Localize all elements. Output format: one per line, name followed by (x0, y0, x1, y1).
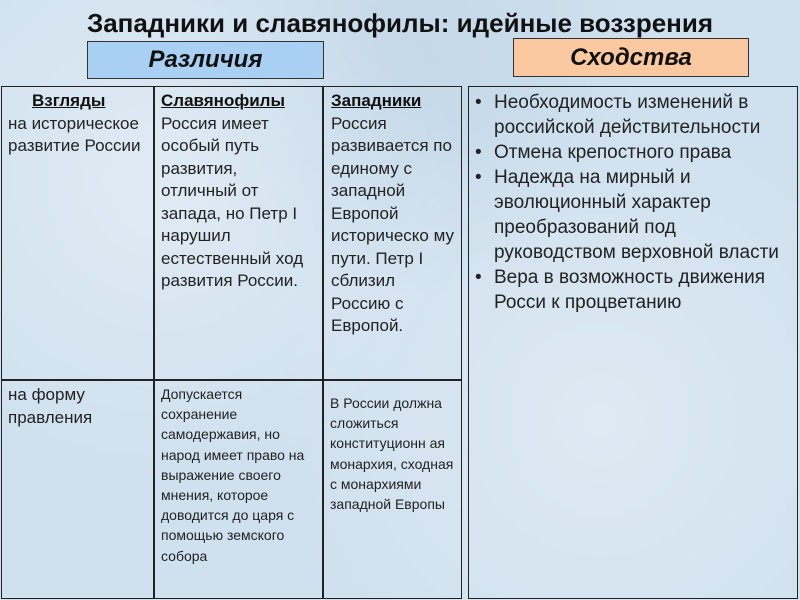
row1-aspect-heading: Взгляды (32, 91, 106, 110)
row1-aspect-cell (8, 90, 150, 158)
list-item (474, 90, 796, 140)
row1-aspect-text: на историческое развитие России (8, 113, 141, 155)
bullet-icon: • (475, 142, 482, 163)
list-item (474, 265, 796, 315)
similarity-text: Необходимость изменений в российской действительности (494, 92, 761, 138)
bullet-icon: • (475, 92, 482, 113)
similarity-text: Отмена крепостного права (494, 142, 732, 163)
table-divider (1, 379, 462, 381)
table-divider (153, 86, 155, 599)
row2-aspect-cell: на форму правления (8, 385, 93, 427)
similarities-label: Сходства (513, 38, 749, 77)
similarity-text: Надежда на мирный и эволюционный характер преобразований под руководством верховной власти (494, 167, 779, 263)
row1-slavophiles-cell (161, 90, 317, 293)
table-divider (322, 86, 324, 599)
bullet-icon: • (475, 267, 482, 288)
row1-westerners-cell (331, 90, 455, 338)
westerners-heading: Западники (331, 91, 422, 110)
similarity-text: Вера в возможность движения Росси к процветанию (494, 267, 766, 313)
list-item (474, 165, 796, 265)
row2-slavophiles-cell: Допускается сохранение самодержавия, но народ имеет право на выражение своего мнения, которое доводится до царя с помощью земского собора (161, 386, 305, 564)
list-item (474, 140, 796, 165)
similarities-list (474, 90, 796, 315)
row1-westerners-text: Россия развивается по единому с западной Европой историческо му пути. Петр I сблизил Россию с Европой. (331, 113, 454, 335)
slavophiles-heading: Славянофилы (161, 91, 285, 110)
page-title: Западники и славянофилы: идейные воззрения (86, 8, 714, 38)
bullet-icon: • (475, 167, 482, 188)
row2-westerners-cell: В России должна сложиться конституционн ая монархия, сходная с монархиями западной Европы (330, 395, 454, 513)
row1-slavophiles-text: Россия имеет особый путь развития, отличный от запада, но Петр I нарушил естественный ход развития России. (161, 113, 304, 290)
differences-label: Различия (87, 41, 324, 79)
